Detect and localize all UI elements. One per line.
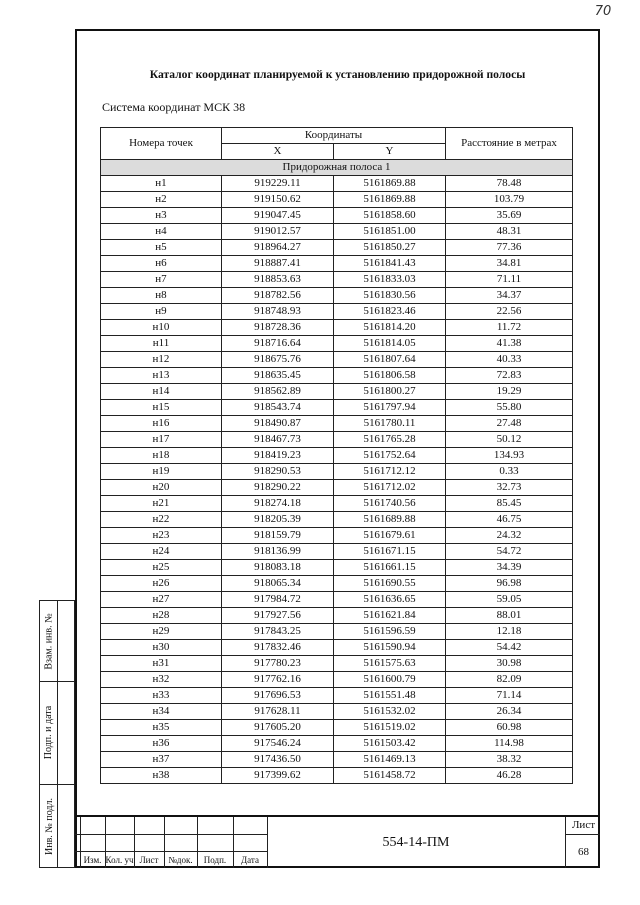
distance-cell: 11.72 [446,320,573,336]
table-row [101,624,573,640]
y-coordinate-cell: 5161850.27 [334,240,446,256]
x-coordinate-cell: 917843.25 [222,624,334,640]
table-row [101,720,573,736]
distance-cell: 40.33 [446,352,573,368]
table-row [101,240,573,256]
table-row [101,352,573,368]
table-row [101,400,573,416]
x-coordinate-cell: 918748.93 [222,304,334,320]
stamp-label-ndok: №док. [168,855,193,865]
x-coordinate-cell: 918964.27 [222,240,334,256]
header-distance: Расстояние в метрах [446,128,573,160]
y-coordinate-cell: 5161532.02 [334,704,446,720]
distance-cell: 26.34 [446,704,573,720]
table-row [101,416,573,432]
distance-cell: 82.09 [446,672,573,688]
y-coordinate-cell: 5161807.64 [334,352,446,368]
x-coordinate-cell: 918290.53 [222,464,334,480]
table-row [101,368,573,384]
y-coordinate-cell: 5161690.55 [334,576,446,592]
coordinates-table [100,127,573,784]
document-title: Каталог координат планируемой к установлению придорожной полосы [149,68,526,81]
x-coordinate-cell: 918490.87 [222,416,334,432]
table-row [101,384,573,400]
coordinate-system-label: Система координат МСК 38 [102,100,246,114]
point-number-cell: н23 [101,528,222,544]
point-number-cell: н4 [101,224,222,240]
distance-cell: 12.18 [446,624,573,640]
table-row [101,640,573,656]
header-point-numbers: Номера точек [101,128,222,160]
table-row [101,608,573,624]
table-row [101,528,573,544]
x-coordinate-cell: 918274.18 [222,496,334,512]
point-number-cell: н20 [101,480,222,496]
distance-cell: 96.98 [446,576,573,592]
table-row [101,336,573,352]
y-coordinate-cell: 5161661.15 [334,560,446,576]
point-number-cell: н36 [101,736,222,752]
y-coordinate-cell: 5161590.94 [334,640,446,656]
table-row [101,768,573,784]
table-row [101,672,573,688]
point-number-cell: н11 [101,336,222,352]
distance-cell: 72.83 [446,368,573,384]
distance-cell: 54.42 [446,640,573,656]
table-row [101,688,573,704]
y-coordinate-cell: 5161851.00 [334,224,446,240]
point-number-cell: н27 [101,592,222,608]
x-coordinate-cell: 917832.46 [222,640,334,656]
table-row [101,208,573,224]
side-label-podp: Подп. и дата [43,705,55,760]
x-coordinate-cell: 918290.22 [222,480,334,496]
table-row [101,224,573,240]
header-y: Y [334,144,446,160]
point-number-cell: н29 [101,624,222,640]
distance-cell: 34.39 [446,560,573,576]
stamp-label-podp: Подп. [203,855,227,865]
y-coordinate-cell: 5161830.56 [334,288,446,304]
y-coordinate-cell: 5161765.28 [334,432,446,448]
stamp-label-kol: Кол. уч [105,855,134,865]
table-row [101,496,573,512]
x-coordinate-cell: 919229.11 [222,176,334,192]
y-coordinate-cell: 5161596.59 [334,624,446,640]
y-coordinate-cell: 5161600.79 [334,672,446,688]
table-row [101,304,573,320]
point-number-cell: н15 [101,400,222,416]
x-coordinate-cell: 918419.23 [222,448,334,464]
y-coordinate-cell: 5161458.72 [334,768,446,784]
stamp-label-list: Лист [139,855,159,865]
point-number-cell: н31 [101,656,222,672]
distance-cell: 46.75 [446,512,573,528]
table-row [101,752,573,768]
point-number-cell: н2 [101,192,222,208]
distance-cell: 88.01 [446,608,573,624]
point-number-cell: н1 [101,176,222,192]
table-row [101,192,573,208]
y-coordinate-cell: 5161858.60 [334,208,446,224]
distance-cell: 50.12 [446,432,573,448]
side-stamp [39,600,75,868]
y-coordinate-cell: 5161636.65 [334,592,446,608]
point-number-cell: н3 [101,208,222,224]
y-coordinate-cell: 5161712.12 [334,464,446,480]
x-coordinate-cell: 919012.57 [222,224,334,240]
x-coordinate-cell: 918205.39 [222,512,334,528]
y-coordinate-cell: 5161800.27 [334,384,446,400]
point-number-cell: н19 [101,464,222,480]
x-coordinate-cell: 918543.74 [222,400,334,416]
x-coordinate-cell: 918782.56 [222,288,334,304]
x-coordinate-cell: 917696.53 [222,688,334,704]
y-coordinate-cell: 5161814.05 [334,336,446,352]
table-row [101,736,573,752]
y-coordinate-cell: 5161797.94 [334,400,446,416]
x-coordinate-cell: 919047.45 [222,208,334,224]
x-coordinate-cell: 917436.50 [222,752,334,768]
y-coordinate-cell: 5161740.56 [334,496,446,512]
x-coordinate-cell: 918853.63 [222,272,334,288]
table-row [101,544,573,560]
x-coordinate-cell: 918159.79 [222,528,334,544]
point-number-cell: н14 [101,384,222,400]
y-coordinate-cell: 5161689.88 [334,512,446,528]
distance-cell: 78.48 [446,176,573,192]
y-coordinate-cell: 5161833.03 [334,272,446,288]
point-number-cell: н16 [101,416,222,432]
section-header: Придорожная полоса 1 [101,160,573,176]
x-coordinate-cell: 918136.99 [222,544,334,560]
table-row [101,320,573,336]
distance-cell: 34.81 [446,256,573,272]
distance-cell: 24.32 [446,528,573,544]
point-number-cell: н18 [101,448,222,464]
point-number-cell: н30 [101,640,222,656]
table-row [101,656,573,672]
y-coordinate-cell: 5161712.02 [334,480,446,496]
x-coordinate-cell: 918635.45 [222,368,334,384]
x-coordinate-cell: 918728.36 [222,320,334,336]
x-coordinate-cell: 917762.16 [222,672,334,688]
title-block [75,815,600,868]
point-number-cell: н6 [101,256,222,272]
x-coordinate-cell: 918562.89 [222,384,334,400]
y-coordinate-cell: 5161869.88 [334,192,446,208]
point-number-cell: н32 [101,672,222,688]
point-number-cell: н9 [101,304,222,320]
distance-cell: 71.14 [446,688,573,704]
y-coordinate-cell: 5161551.48 [334,688,446,704]
table-row [101,176,573,192]
point-number-cell: н17 [101,432,222,448]
x-coordinate-cell: 917546.24 [222,736,334,752]
y-coordinate-cell: 5161575.63 [334,656,446,672]
distance-cell: 41.38 [446,336,573,352]
distance-cell: 0.33 [446,464,573,480]
table-row [101,512,573,528]
distance-cell: 32.73 [446,480,573,496]
point-number-cell: н35 [101,720,222,736]
y-coordinate-cell: 5161621.84 [334,608,446,624]
header-coordinates: Координаты [222,128,446,144]
point-number-cell: н28 [101,608,222,624]
handwritten-page-number: 70 [594,4,612,19]
stamp-label-izm: Изм. [83,855,102,865]
point-number-cell: н34 [101,704,222,720]
distance-cell: 46.28 [446,768,573,784]
distance-cell: 134.93 [446,448,573,464]
distance-cell: 60.98 [446,720,573,736]
y-coordinate-cell: 5161519.02 [334,720,446,736]
distance-cell: 19.29 [446,384,573,400]
y-coordinate-cell: 5161780.11 [334,416,446,432]
table-row [101,288,573,304]
y-coordinate-cell: 5161469.13 [334,752,446,768]
table-row [101,448,573,464]
distance-cell: 30.98 [446,656,573,672]
y-coordinate-cell: 5161503.42 [334,736,446,752]
x-coordinate-cell: 917984.72 [222,592,334,608]
point-number-cell: н38 [101,768,222,784]
distance-cell: 38.32 [446,752,573,768]
distance-cell: 35.69 [446,208,573,224]
x-coordinate-cell: 919150.62 [222,192,334,208]
y-coordinate-cell: 5161752.64 [334,448,446,464]
header-x: X [222,144,334,160]
distance-cell: 71.11 [446,272,573,288]
x-coordinate-cell: 917399.62 [222,768,334,784]
x-coordinate-cell: 918083.18 [222,560,334,576]
y-coordinate-cell: 5161814.20 [334,320,446,336]
x-coordinate-cell: 918065.34 [222,576,334,592]
point-number-cell: н26 [101,576,222,592]
point-number-cell: н7 [101,272,222,288]
point-number-cell: н5 [101,240,222,256]
table-row [101,464,573,480]
sheet-number: 68 [578,846,589,858]
distance-cell: 22.56 [446,304,573,320]
distance-cell: 34.37 [446,288,573,304]
distance-cell: 77.36 [446,240,573,256]
point-number-cell: н8 [101,288,222,304]
y-coordinate-cell: 5161869.88 [334,176,446,192]
table-row [101,592,573,608]
table-row [101,256,573,272]
table-row [101,704,573,720]
x-coordinate-cell: 918467.73 [222,432,334,448]
point-number-cell: н33 [101,688,222,704]
table-row [101,432,573,448]
distance-cell: 59.05 [446,592,573,608]
table-row [101,560,573,576]
point-number-cell: н12 [101,352,222,368]
stamp-label-data: Дата [241,855,259,865]
table-row [101,272,573,288]
table-row [101,480,573,496]
point-number-cell: н37 [101,752,222,768]
point-number-cell: н10 [101,320,222,336]
distance-cell: 48.31 [446,224,573,240]
distance-cell: 114.98 [446,736,573,752]
y-coordinate-cell: 5161671.15 [334,544,446,560]
x-coordinate-cell: 917927.56 [222,608,334,624]
x-coordinate-cell: 917780.23 [222,656,334,672]
x-coordinate-cell: 918887.41 [222,256,334,272]
distance-cell: 103.79 [446,192,573,208]
distance-cell: 55.80 [446,400,573,416]
point-number-cell: н22 [101,512,222,528]
side-label-vzam: Взам. инв. № [43,612,55,670]
x-coordinate-cell: 918716.64 [222,336,334,352]
table-row [101,576,573,592]
x-coordinate-cell: 917628.11 [222,704,334,720]
y-coordinate-cell: 5161823.46 [334,304,446,320]
distance-cell: 54.72 [446,544,573,560]
point-number-cell: н24 [101,544,222,560]
y-coordinate-cell: 5161841.43 [334,256,446,272]
distance-cell: 27.48 [446,416,573,432]
side-label-inv: Инв. № подл. [43,798,55,855]
distance-cell: 85.45 [446,496,573,512]
document-code: 554-14-ПМ [382,835,450,850]
point-number-cell: н25 [101,560,222,576]
x-coordinate-cell: 918675.76 [222,352,334,368]
point-number-cell: н13 [101,368,222,384]
y-coordinate-cell: 5161679.61 [334,528,446,544]
sheet-label: Лист [571,819,596,831]
point-number-cell: н21 [101,496,222,512]
y-coordinate-cell: 5161806.58 [334,368,446,384]
x-coordinate-cell: 917605.20 [222,720,334,736]
